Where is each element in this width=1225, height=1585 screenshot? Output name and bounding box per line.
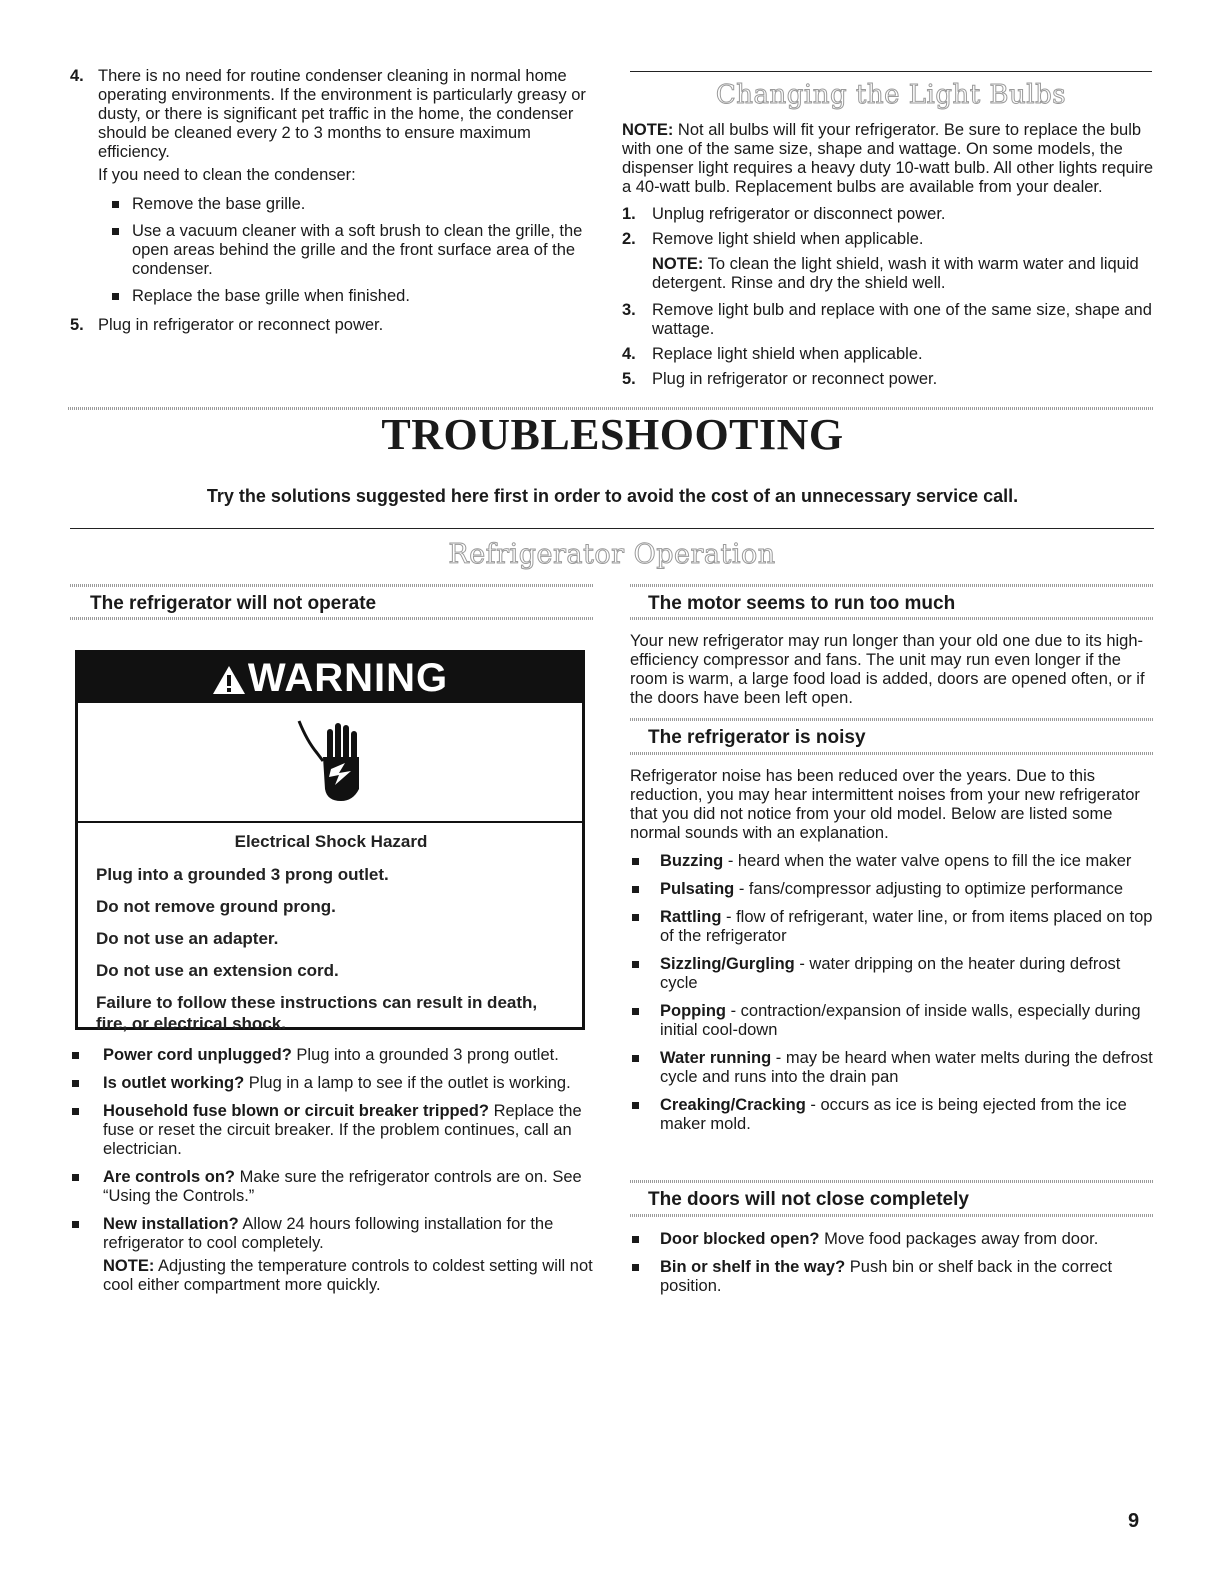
warning-label: WARNING bbox=[247, 656, 449, 700]
list-number: 5. bbox=[622, 370, 636, 388]
item-label: New installation? bbox=[103, 1215, 239, 1233]
bullet-icon bbox=[72, 1221, 79, 1228]
list-text: Unplug refrigerator or disconnect power. bbox=[652, 205, 946, 223]
list-item bbox=[70, 1102, 600, 1159]
item-label: Is outlet working? bbox=[103, 1074, 245, 1092]
section-title-light-bulbs: Changing the Light Bulbs bbox=[715, 80, 1067, 110]
hatch-divider bbox=[70, 584, 594, 587]
list-number: 3. bbox=[622, 301, 636, 319]
list-item bbox=[622, 345, 1157, 364]
bullet-icon bbox=[72, 1080, 79, 1087]
list-item bbox=[630, 1002, 1158, 1040]
item-label: Sizzling/Gurgling bbox=[660, 955, 795, 973]
bullet-icon bbox=[632, 886, 639, 893]
list-item bbox=[622, 301, 1157, 339]
hatch-divider bbox=[630, 752, 1154, 755]
list-text: Remove light bulb and replace with one of the same size, shape and wattage. bbox=[652, 301, 1152, 338]
note-text: Adjusting the temperature controls to coldest setting will not cool either compartment more quickly. bbox=[103, 1257, 593, 1294]
item-text: Plug into a grounded 3 prong outlet. bbox=[291, 1046, 559, 1064]
list-text: Remove light shield when applicable. bbox=[652, 230, 924, 248]
item-text: - fans/compressor adjusting to optimize performance bbox=[734, 880, 1124, 898]
list-item bbox=[70, 195, 600, 214]
warning-box bbox=[75, 650, 585, 1033]
note bbox=[103, 1257, 600, 1295]
light-bulbs-note bbox=[622, 121, 1157, 197]
list-text: Use a vacuum cleaner with a soft brush to clean the grille, the open areas behind the grille and the front surface area of the condenser. bbox=[132, 222, 583, 278]
bullet-icon bbox=[632, 914, 639, 921]
heading-motor-runs-too-much: The motor seems to run too much bbox=[648, 593, 956, 614]
item-text: - heard when the water valve opens to fill the ice maker bbox=[723, 852, 1132, 870]
warning-header bbox=[78, 653, 582, 703]
list-text: Replace light shield when applicable. bbox=[652, 345, 923, 363]
light-bulbs-section bbox=[622, 121, 1157, 395]
noisy-intro: Refrigerator noise has been reduced over the years. Due to this reduction, you may hear intermittent noises from your new refrigerator that you did not notice from your old model. Below are listed some normal sounds with an explanation. bbox=[630, 767, 1140, 842]
list-item bbox=[630, 955, 1158, 993]
list-item bbox=[70, 316, 600, 335]
heading-doors: The doors will not close completely bbox=[648, 1189, 969, 1210]
list-item bbox=[70, 1046, 600, 1065]
bullet-icon bbox=[632, 1102, 639, 1109]
note-label: NOTE: bbox=[652, 255, 704, 273]
electric-shock-hand-icon bbox=[293, 711, 373, 811]
list-item bbox=[70, 287, 600, 306]
item-label: Household fuse blown or circuit breaker tripped? bbox=[103, 1102, 489, 1120]
list-item bbox=[630, 908, 1158, 946]
list-number: 2. bbox=[622, 230, 636, 248]
will-not-operate-list bbox=[70, 1046, 600, 1295]
list-item bbox=[630, 1258, 1158, 1296]
list-text: Plug in refrigerator or reconnect power. bbox=[652, 370, 938, 388]
bullet-icon bbox=[632, 1008, 639, 1015]
item-text: - flow of refrigerant, water line, or from items placed on top of the refrigerator bbox=[660, 908, 1153, 945]
list-text: Remove the base grille. bbox=[132, 195, 306, 213]
bullet-icon bbox=[632, 961, 639, 968]
section-title-refrigerator-operation: Refrigerator Operation bbox=[448, 539, 776, 570]
page-title: TROUBLESHOOTING bbox=[381, 410, 844, 459]
warning-line: Plug into a grounded 3 prong outlet. bbox=[96, 865, 389, 884]
list-item bbox=[70, 67, 600, 162]
item-text: Make sure the refrigerator controls are on. See “Using the Controls.” bbox=[103, 1168, 582, 1205]
list-item bbox=[622, 230, 1157, 249]
list-item bbox=[630, 1049, 1158, 1087]
note-label: NOTE: bbox=[103, 1257, 155, 1275]
heading-noisy: The refrigerator is noisy bbox=[648, 727, 866, 748]
list-item bbox=[630, 1096, 1158, 1134]
warning-triangle-icon bbox=[212, 664, 246, 696]
bullet-icon bbox=[112, 293, 119, 300]
hatch-divider bbox=[630, 1214, 1154, 1217]
item-label: Pulsating bbox=[660, 880, 735, 898]
list-number: 4. bbox=[622, 345, 636, 363]
item-label: Are controls on? bbox=[103, 1168, 236, 1186]
item-text: - occurs as ice is being ejected from the ice maker mold. bbox=[660, 1096, 1127, 1133]
page-subtitle: Try the solutions suggested here first in order to avoid the cost of an unnecessary service call. bbox=[206, 486, 1019, 506]
bullet-icon bbox=[112, 228, 119, 235]
bullet-icon bbox=[72, 1108, 79, 1115]
list-item bbox=[630, 880, 1158, 899]
item-label: Creaking/Cracking bbox=[660, 1096, 806, 1114]
noisy-section bbox=[630, 767, 1158, 1143]
hatch-divider bbox=[630, 1180, 1154, 1183]
list-text: Replace the base grille when finished. bbox=[132, 287, 410, 305]
hatch-divider bbox=[70, 617, 594, 620]
bullet-icon bbox=[632, 1236, 639, 1243]
warning-line: Failure to follow these instructions can result in death, fire, or electrical shock. bbox=[96, 993, 538, 1033]
hatch-divider bbox=[630, 718, 1154, 721]
note-label: NOTE: bbox=[622, 121, 674, 139]
list-text: Plug in refrigerator or reconnect power. bbox=[98, 316, 384, 334]
note-text: To clean the light shield, wash it with warm water and liquid detergent. Rinse and dry the shield well. bbox=[652, 255, 1139, 292]
list-text: There is no need for routine condenser cleaning in normal home operating environments. If the environment is particularly greasy or dusty, or there is significant pet traffic in the home, the condenser should be cleaned every 2 to 3 months to ensure maximum efficiency. bbox=[98, 67, 586, 161]
bullet-icon bbox=[632, 1264, 639, 1271]
item-label: Rattling bbox=[660, 908, 722, 926]
condenser-cleaning-section bbox=[70, 67, 600, 341]
item-label: Buzzing bbox=[660, 852, 724, 870]
warning-line: Do not remove ground prong. bbox=[96, 897, 336, 916]
divider bbox=[70, 528, 1154, 529]
step-note bbox=[652, 255, 1157, 293]
item-label: Water running bbox=[660, 1049, 772, 1067]
item-text: Push bin or shelf back in the correct position. bbox=[660, 1258, 1113, 1295]
list-item bbox=[630, 1230, 1158, 1249]
hatch-divider bbox=[630, 617, 1154, 620]
bullet-icon bbox=[72, 1052, 79, 1059]
list-item bbox=[622, 205, 1157, 224]
warning-line: Do not use an adapter. bbox=[96, 929, 279, 948]
warning-icon-area bbox=[78, 703, 582, 823]
bullet-icon bbox=[632, 858, 639, 865]
bullet-icon bbox=[72, 1174, 79, 1181]
list-item bbox=[70, 222, 600, 279]
list-item bbox=[630, 852, 1158, 871]
item-text: Allow 24 hours following installation for the refrigerator to cool completely. bbox=[103, 1215, 554, 1252]
hatch-divider bbox=[630, 584, 1154, 587]
list-number: 1. bbox=[622, 205, 636, 223]
item-label: Popping bbox=[660, 1002, 726, 1020]
list-item bbox=[70, 1215, 600, 1253]
list-item bbox=[70, 1168, 600, 1206]
item-label: Bin or shelf in the way? bbox=[660, 1258, 846, 1276]
item-label: Door blocked open? bbox=[660, 1230, 820, 1248]
motor-text: Your new refrigerator may run longer than your old one due to its high-efficiency compressor and fans. The unit may run even longer if the room is warm, a large food load is added, doors are opened often, or if the doors have been left open. bbox=[630, 632, 1145, 707]
hazard-title: Electrical Shock Hazard bbox=[234, 832, 428, 851]
heading-will-not-operate: The refrigerator will not operate bbox=[90, 593, 377, 614]
item-text: - contraction/expansion of inside walls, especially during initial cool-down bbox=[660, 1002, 1141, 1039]
list-number: 5. bbox=[70, 316, 84, 334]
divider bbox=[630, 71, 1152, 72]
item-text: Replace the fuse or reset the circuit breaker. If the problem continues, call an electrician. bbox=[103, 1102, 582, 1158]
item-text: Plug in a lamp to see if the outlet is working. bbox=[244, 1074, 571, 1092]
item-label: Power cord unplugged? bbox=[103, 1046, 292, 1064]
warning-line: Do not use an extension cord. bbox=[96, 961, 339, 980]
bullet-icon bbox=[632, 1055, 639, 1062]
condenser-intro: If you need to clean the condenser: bbox=[98, 166, 356, 184]
note-text: Not all bulbs will fit your refrigerator. Be sure to replace the bulb with one of the same size, shape and wattage. On some models, the dispenser light requires a heavy duty 10-watt bulb. All other lights require a 40-watt bulb. Replacement bulbs are available from your dealer. bbox=[622, 121, 1154, 196]
item-text: Move food packages away from door. bbox=[819, 1230, 1099, 1248]
list-item bbox=[70, 1074, 600, 1093]
list-item bbox=[622, 370, 1157, 389]
warning-body bbox=[96, 831, 566, 1045]
page-number: 9 bbox=[1128, 1510, 1140, 1532]
item-text: - water dripping on the heater during defrost cycle bbox=[660, 955, 1121, 992]
item-text: - may be heard when water melts during the defrost cycle and runs into the drain pan bbox=[660, 1049, 1153, 1086]
list-number: 4. bbox=[70, 67, 84, 85]
bullet-icon bbox=[112, 201, 119, 208]
doors-list bbox=[630, 1230, 1158, 1305]
